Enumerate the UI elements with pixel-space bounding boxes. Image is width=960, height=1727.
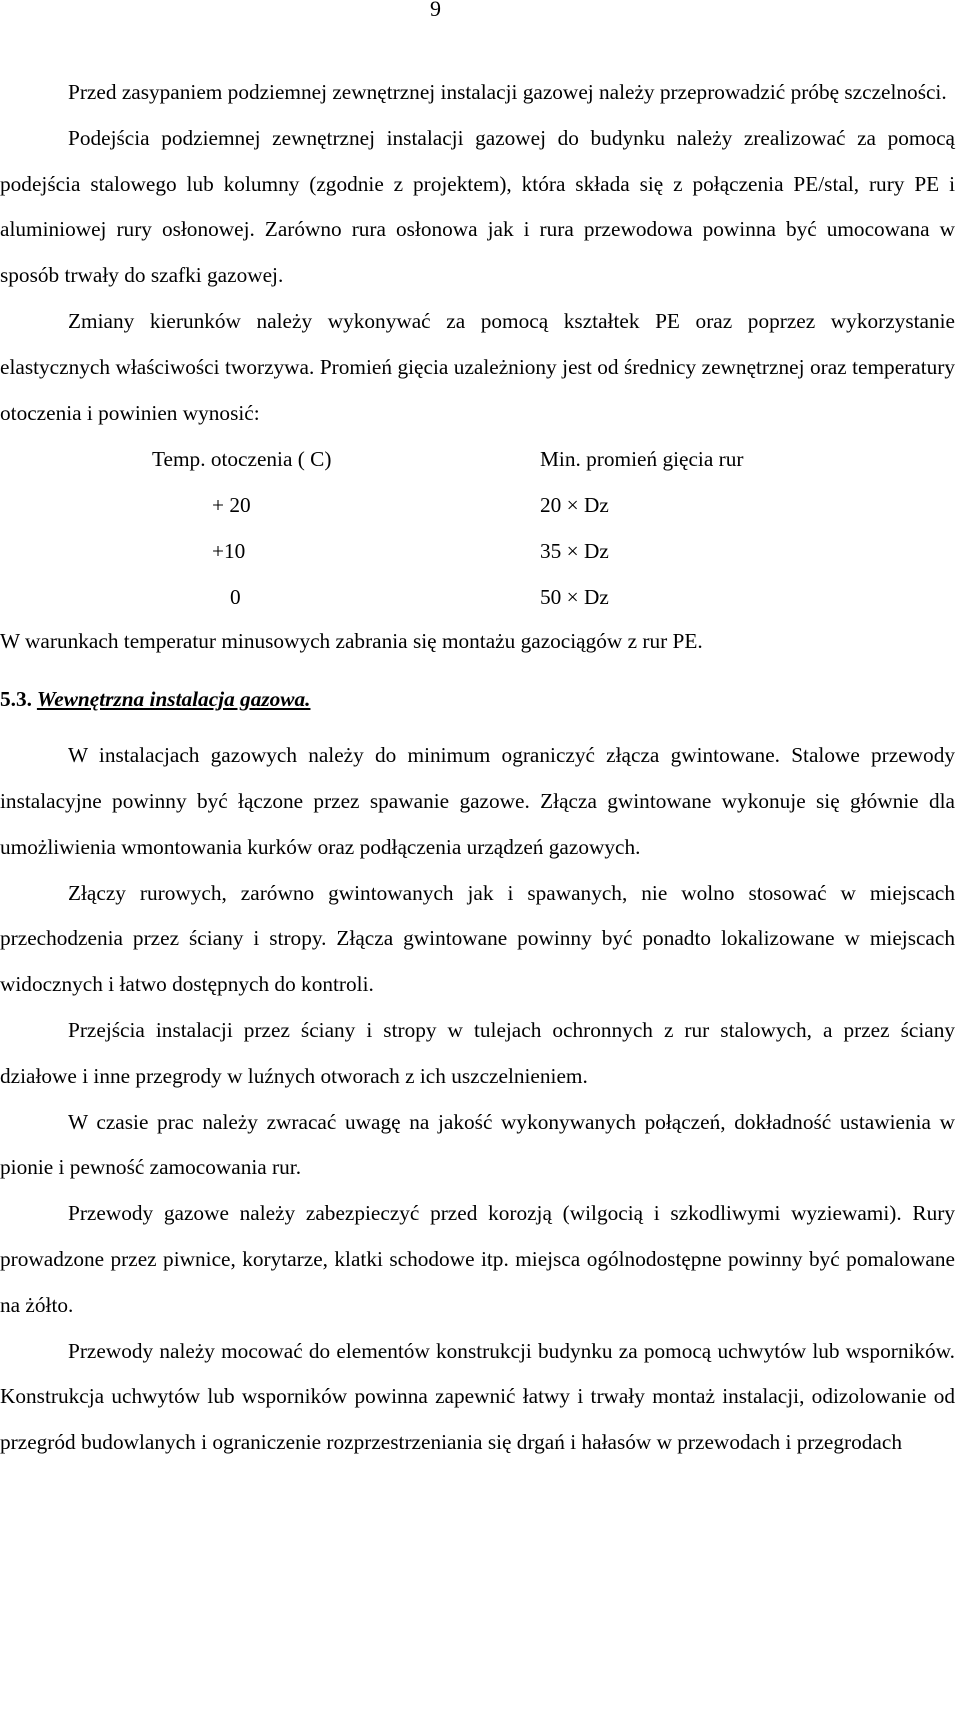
paragraph: Przewody gazowe należy zabezpieczyć przed korozją (wilgocią i szkodliwymi wyziewami). Rury prowadzone przez piwnice, korytarze, klatki schodowe itp. miejsca ogólnodostępne powinny być pomalowane na żółto. — [0, 1201, 955, 1317]
paragraph: Zmiany kierunków należy wykonywać za pomocą kształtek PE oraz poprzez wykorzystanie elastycznych właściwości tworzywa. Promień gięcia uzależniony jest od średnicy zewnętrznej oraz temperatury otoczenia i powinien wynosić: — [0, 308, 955, 425]
section-title: Wewnętrzna instalacja gazowa. — [36, 687, 311, 712]
table-header-bend-radius: Min. promień gięcia rur — [540, 447, 744, 472]
table-cell-radius: 20 × Dz — [540, 493, 609, 518]
paragraph: W instalacjach gazowych należy do minimum ograniczyć złącza gwintowane. Stalowe przewody instalacyjne powinny być łączone przez spawanie gazowe. Złącza gwintowane wykonuje się głównie dla umożliwienia wmontowania kurków oraz podłączenia urządzeń gazowych. — [0, 743, 955, 859]
section-number: 5.3. — [0, 687, 32, 712]
bend-radius-table — [0, 436, 955, 619]
paragraph: W czasie prac należy zwracać uwagę na jakość wykonywanych połączeń, dokładność ustawienia w pionie i pewność zamocowania rur. — [0, 1109, 955, 1180]
paragraph: Przewody należy mocować do elementów konstrukcji budynku za pomocą uchwytów lub wsporników. Konstrukcja uchwytów lub wsporników powinna zapewnić łatwy i trwały montaż instalacji, odizolowanie od przegród budowlanych i ograniczenie rozprzestrzeniania się drgań i hałasów w przewodach i przegrodach — [0, 1338, 955, 1455]
table-header-temperature: Temp. otoczenia ( C) — [152, 447, 332, 472]
table-cell-radius: 35 × Dz — [540, 539, 609, 564]
document-body — [0, 70, 955, 1466]
paragraph: Przejścia instalacji przez ściany i stropy w tulejach ochronnych z rur stalowych, a przez ściany działowe i inne przegrody w luźnych otworach z ich uszczelnieniem. — [0, 1017, 955, 1088]
table-cell-temp: +10 — [212, 539, 246, 564]
paragraph: W warunkach temperatur minusowych zabrania się montażu gazociągów z rur PE. — [0, 629, 703, 654]
table-cell-temp: + 20 — [212, 493, 251, 518]
table-cell-temp: 0 — [230, 585, 241, 610]
page-number: 9 — [430, 0, 441, 21]
paragraph: Podejścia podziemnej zewnętrznej instalacji gazowej do budynku należy zrealizować za pomocą podejścia stalowego lub kolumny (zgodnie z projektem), która składa się z połączenia PE/stal, rury PE i aluminiowej rury osłonowej. Zarówno rura osłonowa jak i rura przewodowa powinna być umocowana w sposób trwały do szafki gazowej. — [0, 125, 955, 288]
paragraph: Złączy rurowych, zarówno gwintowanych jak i spawanych, nie wolno stosować w miejscach przechodzenia przez ściany i stropy. Złącza gwintowane powinny być ponadto lokalizowane w miejscach widocznych i łatwo dostępnych do kontroli. — [0, 880, 955, 997]
paragraph: Przed zasypaniem podziemnej zewnętrznej instalacji gazowej należy przeprowadzić próbę szczelności. — [68, 80, 947, 104]
section-heading — [0, 665, 955, 733]
table-cell-radius: 50 × Dz — [540, 585, 609, 610]
